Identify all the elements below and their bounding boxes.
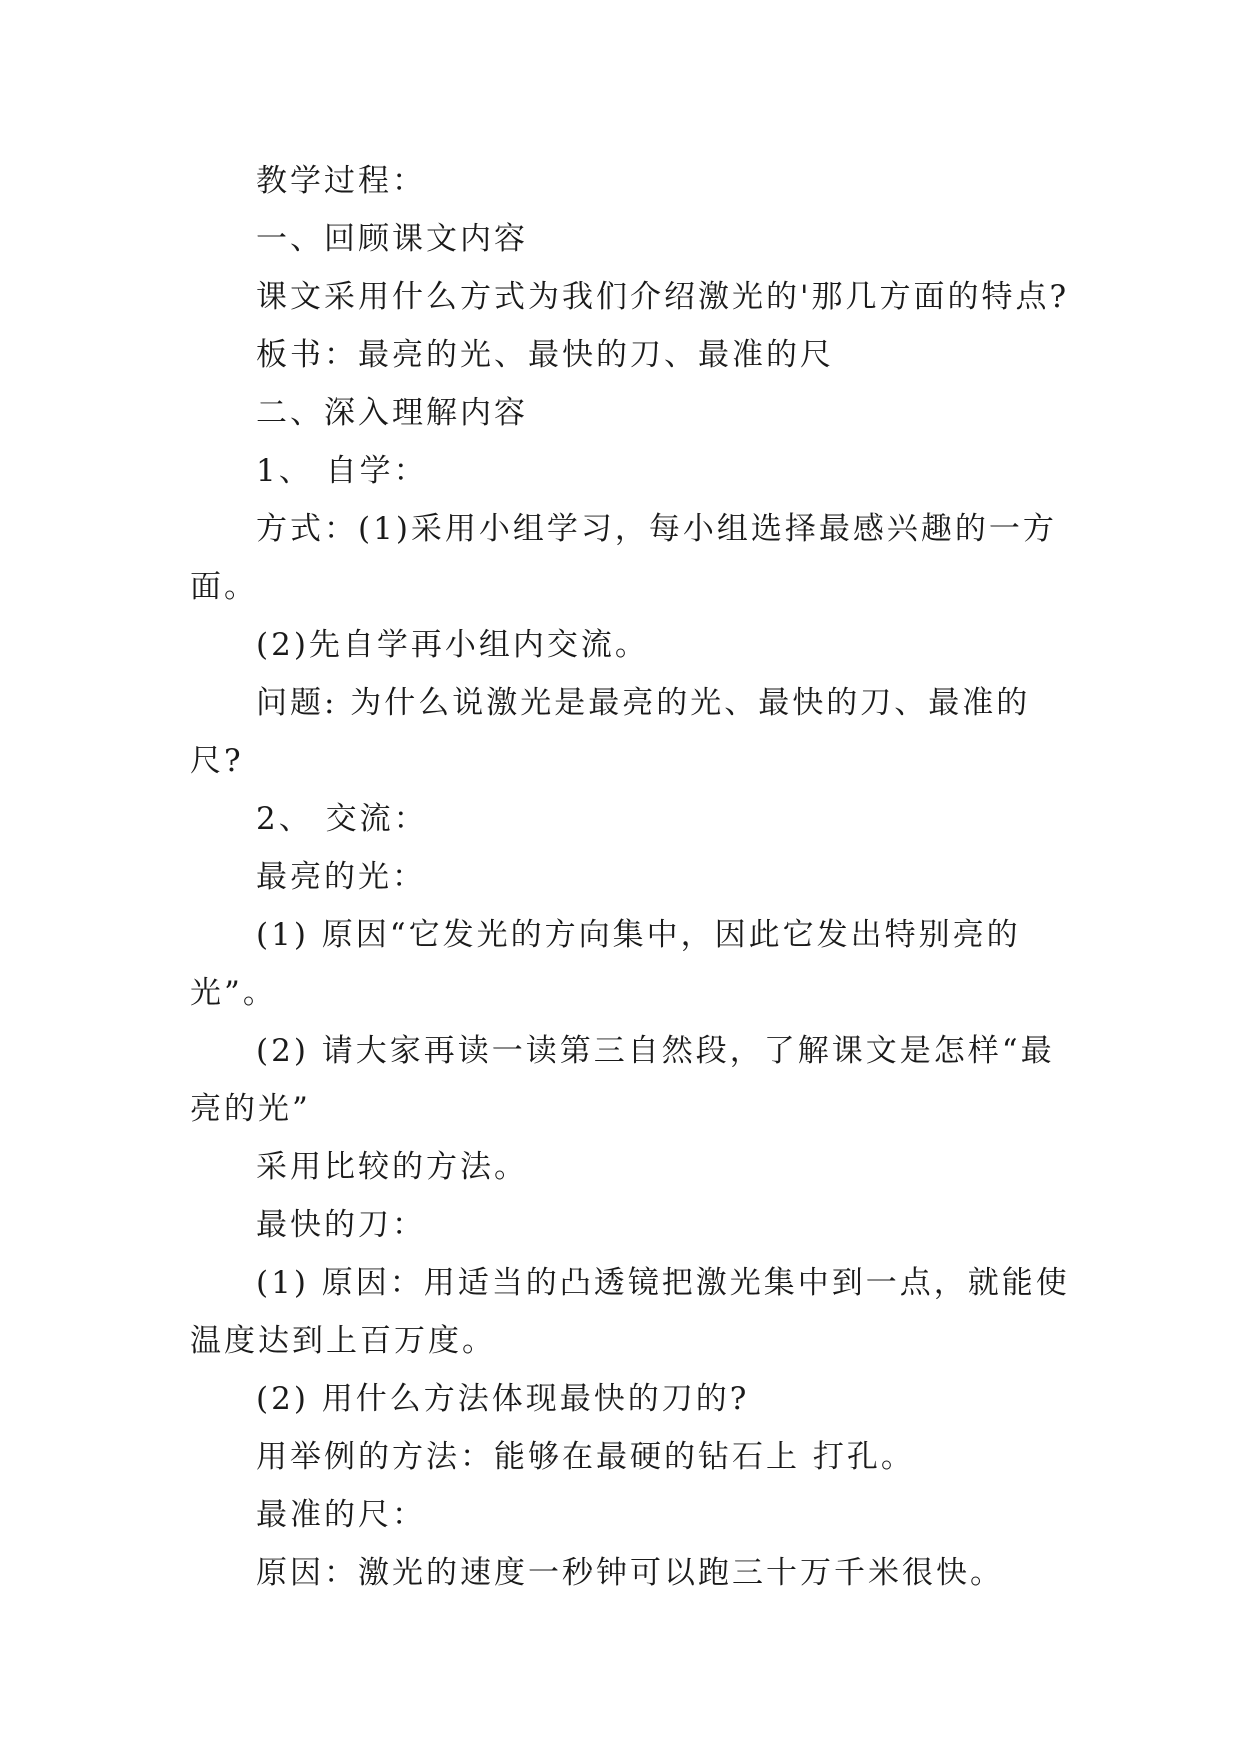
paragraph-brightest-reason: (1) 原因“它发光的方向集中，因此它发出特别亮的光”。 [190, 917, 1021, 1011]
item-self-study: 1、 自学： [256, 453, 428, 489]
paragraph-study-step-2: (2)先自学再小组内交流。 [256, 627, 649, 663]
paragraph-brightest-reread: (2) 请大家再读一读第三自然段，了解课文是怎样“最亮的光” [190, 1033, 1055, 1127]
paragraph-fastest-method-question: (2) 用什么方法体现最快的刀的? [256, 1381, 750, 1417]
paragraph-question-method: 课文采用什么方式为我们介绍激光的'那几方面的特点? [256, 279, 1070, 315]
paragraph-example-method: 用举例的方法：能够在最硬的钻石上 打孔。 [256, 1439, 915, 1475]
paragraph-fastest-reason: (1) 原因：用适当的凸透镜把激光集中到一点，就能使温度达到上百万度。 [190, 1265, 1070, 1359]
subheading-brightest-light: 最亮的光： [256, 859, 426, 895]
paragraph-blackboard: 板书：最亮的光、最快的刀、最准的尺 [256, 337, 834, 373]
paragraph-comparison-method: 采用比较的方法。 [256, 1149, 528, 1185]
section-heading-review: 一、回顾课文内容 [256, 221, 528, 257]
document-body [190, 152, 1070, 1602]
heading-teaching-process: 教学过程： [256, 163, 426, 199]
paragraph-study-method: 方式：(1)采用小组学习，每小组选择最感兴趣的一方面。 [190, 511, 1057, 605]
item-exchange: 2、 交流： [256, 801, 428, 837]
section-heading-understanding: 二、深入理解内容 [256, 395, 528, 431]
paragraph-ruler-reason: 原因：激光的速度一秒钟可以跑三十万千米很快。 [256, 1555, 1004, 1591]
paragraph-question: 问题: 为什么说激光是最亮的光、最快的刀、最准的尺? [190, 685, 1031, 779]
subheading-fastest-knife: 最快的刀： [256, 1207, 426, 1243]
subheading-most-accurate-ruler: 最准的尺： [256, 1497, 426, 1533]
